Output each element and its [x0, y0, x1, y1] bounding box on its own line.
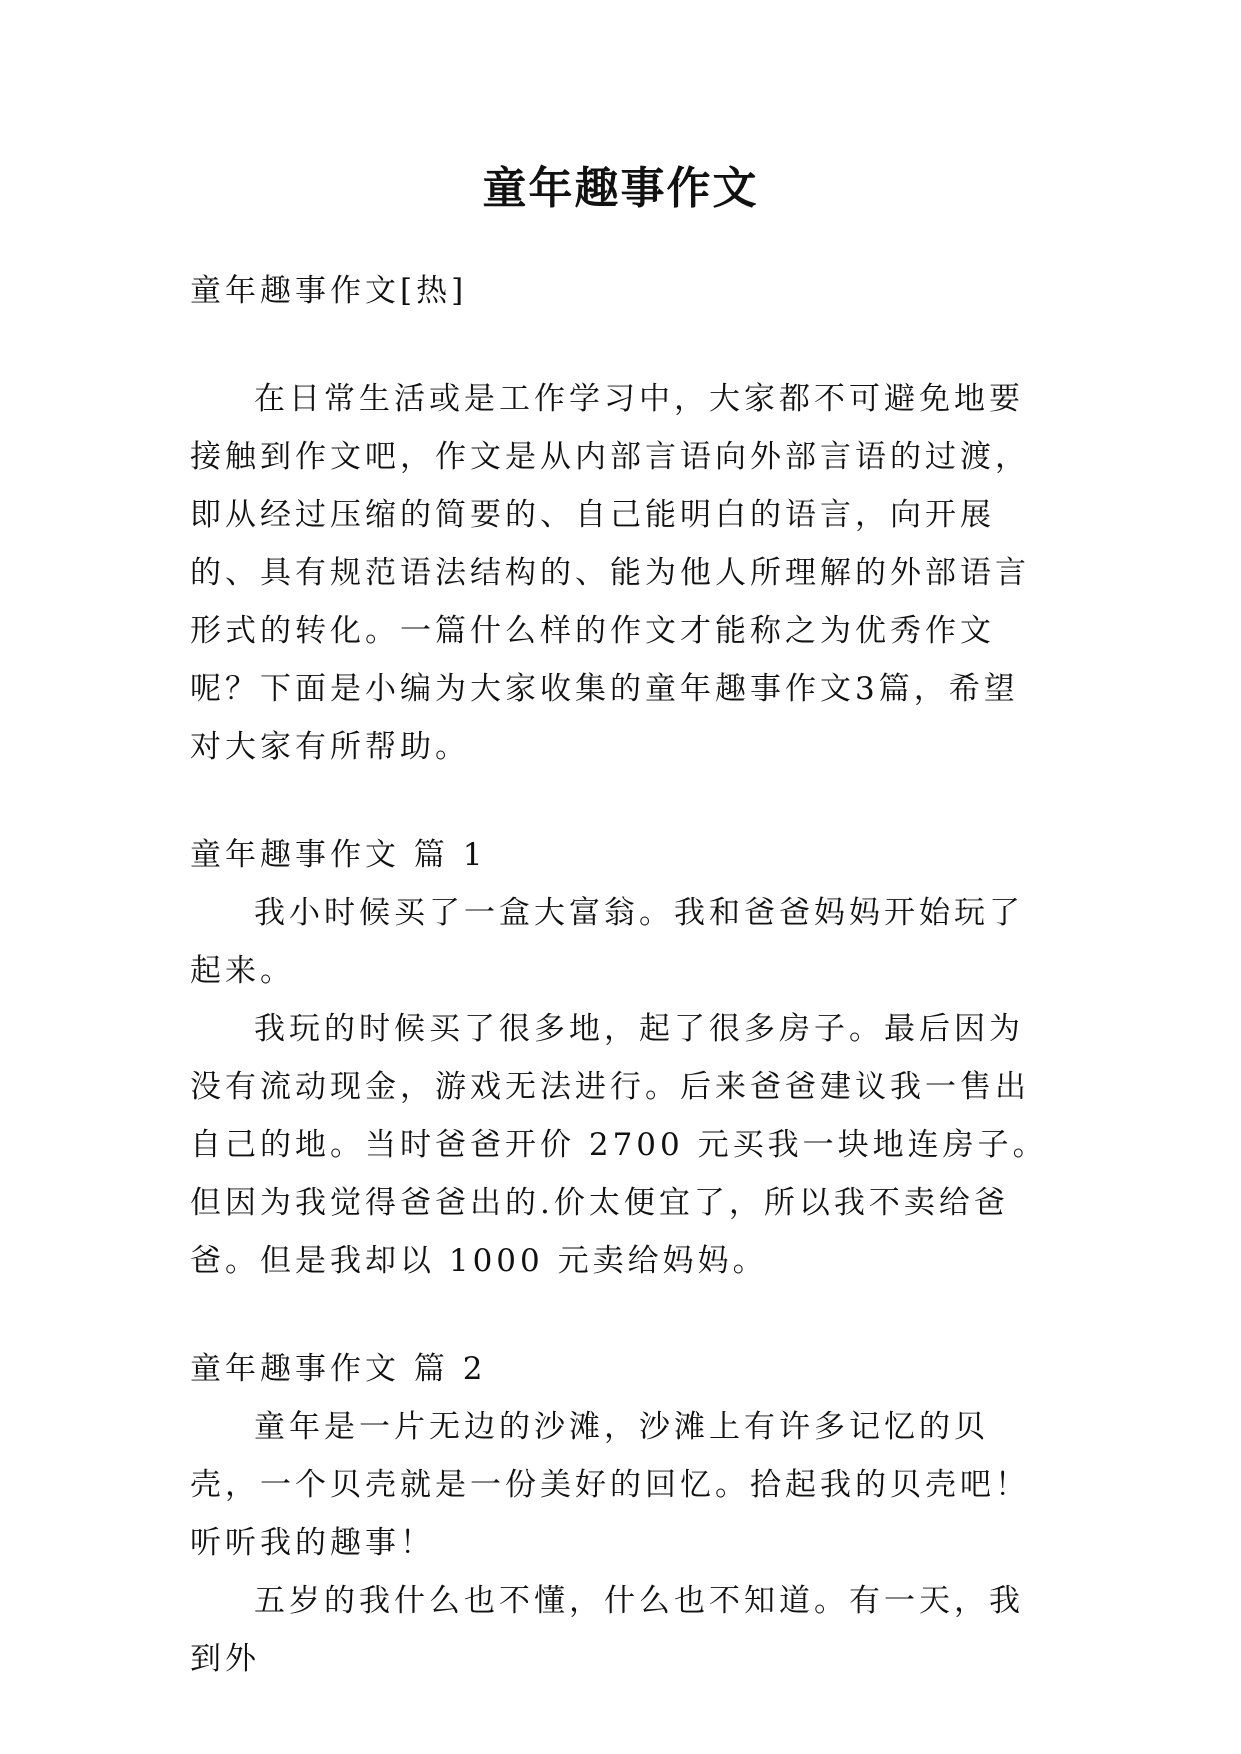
intro-paragraph: 在日常生活或是工作学习中，大家都不可避免地要接触到作文吧，作文是从内部言语向外部言语的过渡，即从经过压缩的简要的、自己能明白的语言，向开展的、具有规范语法结构的、能为他人所理解的外部语言形式的转化。一篇什么样的作文才能称之为优秀作文呢？下面是小编为大家收集的童年趣事作文3篇，希望对大家有所帮助。	[190, 381, 1030, 765]
document-subtitle: 童年趣事作文[热]	[190, 273, 468, 309]
spacer	[190, 1290, 1050, 1340]
document-body	[190, 262, 1050, 1688]
section-2-paragraph-1: 童年是一片无边的沙滩，沙滩上有许多记忆的贝壳，一个贝壳就是一份美好的回忆。拾起我的贝壳吧！听听我的趣事！	[190, 1409, 1030, 1561]
spacer	[190, 320, 1050, 370]
section-2-paragraph-2: 五岁的我什么也不懂，什么也不知道。有一天，我到外	[190, 1583, 1024, 1677]
section-heading-2: 童年趣事作文 篇 2	[190, 1351, 487, 1387]
document-title: 童年趣事作文	[482, 163, 759, 214]
spacer	[190, 776, 1050, 826]
section-1-paragraph-1: 我小时候买了一盒大富翁。我和爸爸妈妈开始玩了起来。	[190, 895, 1024, 989]
section-1-paragraph-2: 我玩的时候买了很多地，起了很多房子。最后因为没有流动现金，游戏无法进行。后来爸爸建议我一售出自己的地。当时爸爸开价 2700 元买我一块地连房子。但因为我觉得爸爸出的.价太便宜了，所以我不卖给爸爸。但是我却以 1000 元卖给妈妈。	[190, 1011, 1048, 1279]
section-heading-1: 童年趣事作文 篇 1	[190, 837, 487, 873]
